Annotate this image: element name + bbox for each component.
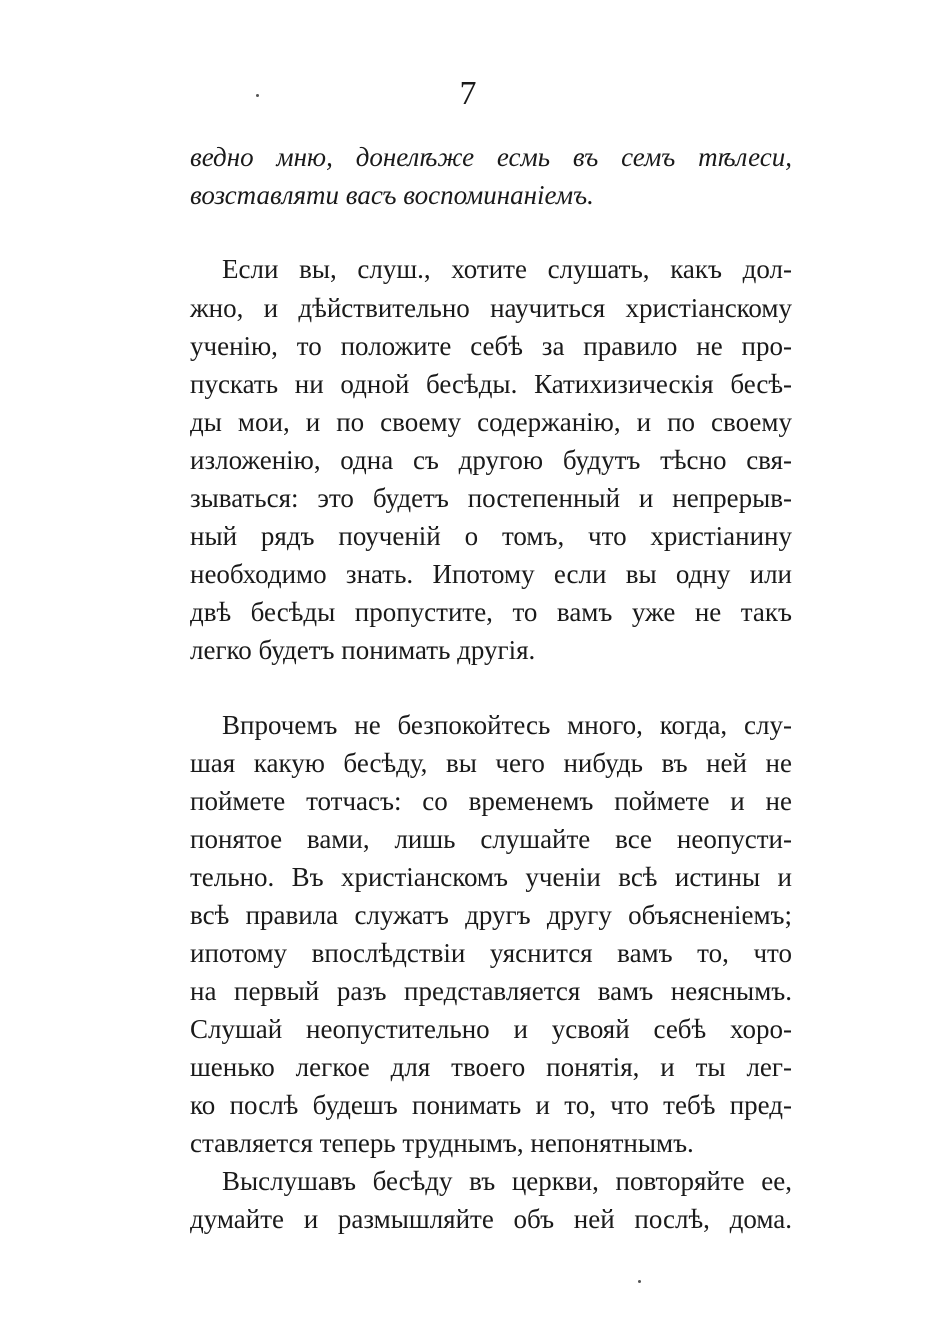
text-line: ный рядъ поученiй о томъ, что христiанину	[190, 521, 792, 551]
text-line: зываться: это будетъ постепенный и непрерыв-	[190, 483, 792, 513]
text-line: Выслушавъ бесѣду въ церкви, повторяйте ее,	[222, 1166, 792, 1196]
text-line: понятое вами, лишь слушайте все неопусти-	[190, 824, 792, 854]
text-line: ученiю, то положите себѣ за правило не про-	[190, 331, 792, 361]
text-line: Слушай неопустительно и усвояй себѣ хоро-	[190, 1014, 792, 1044]
text-line: шенько легкое для твоего понятiя, и ты лег-	[190, 1052, 792, 1082]
text-line: двѣ бесѣды пропустите, то вамъ уже не такъ	[190, 597, 792, 627]
text-line: на первый разъ представляется вамъ неяснымъ.	[190, 976, 792, 1006]
text-line: Впрочемъ не безпокойтесь много, когда, слу-	[222, 710, 792, 740]
text-line: ведно мню, донелѣже есмь въ семъ тѣлеси,	[190, 142, 792, 172]
text-line: шая какую бесѣду, вы чего нибудь въ ней не	[190, 748, 792, 778]
text-line: ипотому впослѣдствiи уяснится вамъ то, что	[190, 938, 792, 968]
text-line: возставляти васъ воспоминанiемъ.	[190, 180, 594, 210]
text-line: тельно. Въ христiанскомъ ученiи всѣ истины и	[190, 862, 792, 892]
text-line: ко послѣ будешъ понимать и то, что тебѣ пред-	[190, 1090, 792, 1120]
scan-speck	[638, 1280, 641, 1283]
text-line: необходимо знать. Ипотому если вы одну или	[190, 559, 792, 589]
text-line: Если вы, слуш., хотите слушать, какъ дол-	[222, 254, 792, 284]
text-line: ставляется теперь труднымъ, непонятнымъ.	[190, 1128, 694, 1158]
text-line: легко будетъ понимать другiя.	[190, 635, 536, 665]
text-line: жно, и дѣйствительно научиться христiанскому	[190, 293, 792, 323]
page-number: 7	[459, 75, 477, 112]
text-line: изложенiю, одна съ другою будутъ тѣсно свя-	[190, 445, 792, 475]
text-line: поймете тотчасъ: со временемъ поймете и не	[190, 786, 792, 816]
text-line: всѣ правила служатъ другъ другу объясненiемъ;	[190, 900, 792, 930]
text-line: пускать ни одной бесѣды. Катихизическiя бесѣ-	[190, 369, 792, 399]
text-line: думайте и размышляйте объ ней послѣ, дома.	[190, 1204, 792, 1234]
text-line: ды мои, и по своему содержанiю, и по своему	[190, 407, 792, 437]
